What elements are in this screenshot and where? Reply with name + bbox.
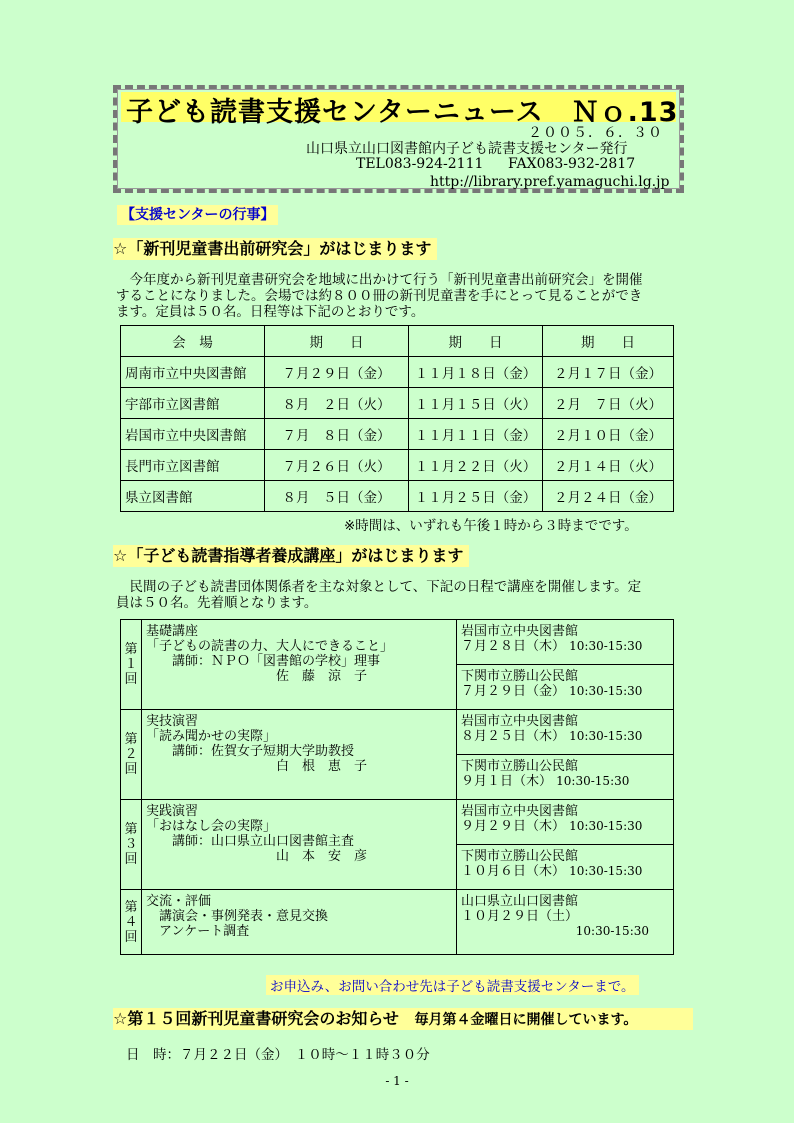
table-row	[121, 419, 674, 450]
table-row	[121, 890, 674, 955]
schedule-table	[120, 325, 674, 512]
course-place	[457, 800, 674, 845]
course-line: 講演会・事例発表・意見交換	[146, 909, 329, 924]
date-cell: ２月１７日（金）	[543, 357, 674, 388]
issue-date: ２００５．６．３０	[528, 125, 663, 141]
place-time: 10:30-15:30	[569, 819, 643, 833]
course-line: 実技演習	[146, 714, 199, 729]
table-row	[121, 388, 674, 419]
date-cell: ２月１０日（金）	[543, 419, 674, 450]
date-cell: １１月２２日（火）	[409, 450, 543, 481]
place-time: 10:30-15:30	[556, 774, 630, 788]
course-line: 白 根 恵 子	[146, 759, 368, 774]
venue-cell: 県立図書館	[121, 481, 265, 512]
website-url: http://library.pref.yamaguchi.lg.jp	[430, 174, 670, 190]
para-line: 員は５０名。先着順となります。	[116, 595, 318, 611]
place-name: 岩国市立中央図書館	[461, 714, 579, 729]
place-name: 岩国市立中央図書館	[461, 804, 579, 819]
place-date: ７月２９日（金）	[461, 684, 566, 699]
section2-paragraph	[116, 579, 691, 611]
meeting-date: 日 時：７月２２日（金） １０時～１１時３０分	[126, 1047, 430, 1063]
publisher: 山口県立山口図書館内子ども読書支援センター発行	[306, 141, 628, 157]
place-time: 10:30-15:30	[569, 684, 643, 698]
course-table	[120, 619, 674, 955]
table-row	[121, 710, 674, 755]
venue-cell: 宇部市立図書館	[121, 388, 265, 419]
session-number-text: 第 ４ 回	[124, 899, 138, 945]
date-cell: ８月 ５日（金）	[265, 481, 409, 512]
date-cell: １１月１５日（火）	[409, 388, 543, 419]
course-line: 「おはなし会の実際」	[146, 819, 277, 834]
para-line: 民間の子ども読書団体関係者を主な対象として、下記の日程で講座を開催します。定	[116, 579, 642, 595]
place-time: 10:30-15:30	[569, 864, 643, 878]
place-date: ７月２８日（木）	[461, 639, 566, 654]
place-name: 山口県立山口図書館	[461, 894, 579, 909]
table-row	[121, 450, 674, 481]
date-cell: ２月１４日（火）	[543, 450, 674, 481]
para-line: 今年度から新刊児童書研究会を地域に出かけて行う「新刊児童書出前研究会」を開催	[116, 272, 643, 288]
date-cell: ２月２４日（金）	[543, 481, 674, 512]
place-date: ９月２９日（木）	[461, 819, 566, 834]
course-place	[457, 845, 674, 890]
place-date: １０月２９日（土）	[461, 909, 579, 924]
date-cell: １１月２５日（金）	[409, 481, 543, 512]
course-place	[457, 710, 674, 755]
date-cell: １１月１８日（金）	[409, 357, 543, 388]
date-cell: ７月２９日（金）	[265, 357, 409, 388]
page-number: - 1 -	[385, 1074, 409, 1088]
place-date: ８月２５日（木）	[461, 729, 566, 744]
date-cell: １１月１１日（金）	[409, 419, 543, 450]
col-header: 期 日	[265, 326, 409, 357]
session-number-text: 第 ３ 回	[124, 822, 138, 867]
session-number-text: 第 ２ 回	[124, 732, 138, 777]
newsletter-title: 子ども読書支援センターニュース Ｎｏ.13	[126, 97, 679, 128]
session-number	[121, 890, 142, 955]
place-name: 下関市立勝山公民館	[461, 669, 579, 684]
para-line: ます。定員は５０名。日程等は下記のとおりです。	[116, 304, 425, 320]
course-place	[457, 665, 674, 710]
course-line: 「読み聞かせの実際」	[146, 729, 277, 744]
tel: TEL083-924-2111	[356, 156, 484, 172]
course-description	[142, 620, 457, 710]
section3-subheading: 毎月第４金曜日に開催しています。	[414, 1012, 638, 1028]
course-place	[457, 620, 674, 665]
place-time: 10:30-15:30	[575, 924, 649, 938]
table-row	[121, 620, 674, 665]
place-time: 10:30-15:30	[569, 639, 643, 653]
course-line: 基礎講座	[146, 624, 199, 639]
course-place	[457, 755, 674, 800]
section3-heading-bar	[113, 1008, 693, 1030]
place-time: 10:30-15:30	[569, 729, 643, 743]
contact-note: お申込み、お問い合わせ先は子ども読書支援センターまで。	[266, 975, 639, 995]
place-name: 下関市立勝山公民館	[461, 759, 579, 774]
venue-cell: 長門市立図書館	[121, 450, 265, 481]
session-number	[121, 800, 142, 890]
course-line: 講師：ＮＰＯ「図書館の学校」理事	[146, 654, 381, 669]
table-row	[121, 800, 674, 845]
section2-heading: ☆「子ども読書指導者養成講座」がはじまります	[113, 545, 469, 567]
table-row	[121, 481, 674, 512]
section1-heading: ☆「新刊児童書出前研究会」がはじまります	[113, 238, 437, 260]
course-line: 講師：佐賀女子短期大学助教授	[146, 744, 355, 759]
date-cell: ７月 ８日（金）	[265, 419, 409, 450]
course-description	[142, 890, 457, 955]
course-description	[142, 710, 457, 800]
course-place	[457, 890, 674, 955]
date-cell: ２月 ７日（火）	[543, 388, 674, 419]
date-cell: ８月 ２日（火）	[265, 388, 409, 419]
course-line: 講師：山口県立山口図書館主査	[146, 834, 355, 849]
place-date: ９月１日（木）	[461, 774, 553, 789]
time-note: ※時間は、いずれも午後１時から３時までです。	[344, 518, 638, 534]
table-row	[121, 357, 674, 388]
para-line: することになりました。会場では約８００冊の新刊児童書を手にとって見ることができ	[116, 288, 643, 304]
session-number	[121, 710, 142, 800]
course-description	[142, 800, 457, 890]
place-name: 岩国市立中央図書館	[461, 624, 579, 639]
session-number	[121, 620, 142, 710]
course-line: 佐 藤 涼 子	[146, 669, 368, 684]
place-name: 下関市立勝山公民館	[461, 849, 579, 864]
section-label: 【支援センターの行事】	[117, 205, 278, 225]
col-header: 期 日	[543, 326, 674, 357]
venue-cell: 周南市立中央図書館	[121, 357, 265, 388]
section3-heading: ☆第１５回新刊児童書研究会のお知らせ	[113, 1009, 399, 1028]
course-line: 交流・評価	[146, 894, 212, 909]
col-header: 会 場	[121, 326, 265, 357]
col-header: 期 日	[409, 326, 543, 357]
course-line: 山 本 安 彦	[146, 849, 368, 864]
fax: FAX083-932-2817	[508, 156, 636, 172]
section1-paragraph	[116, 272, 691, 320]
venue-cell: 岩国市立中央図書館	[121, 419, 265, 450]
course-line: 実践演習	[146, 804, 199, 819]
course-line: 「子どもの読書の力、大人にできること」	[146, 639, 394, 654]
course-line: アンケート調査	[146, 924, 250, 939]
place-date: １０月６日（木）	[461, 864, 566, 879]
session-number-text: 第 １ 回	[124, 642, 138, 687]
date-cell: ７月２６日（火）	[265, 450, 409, 481]
